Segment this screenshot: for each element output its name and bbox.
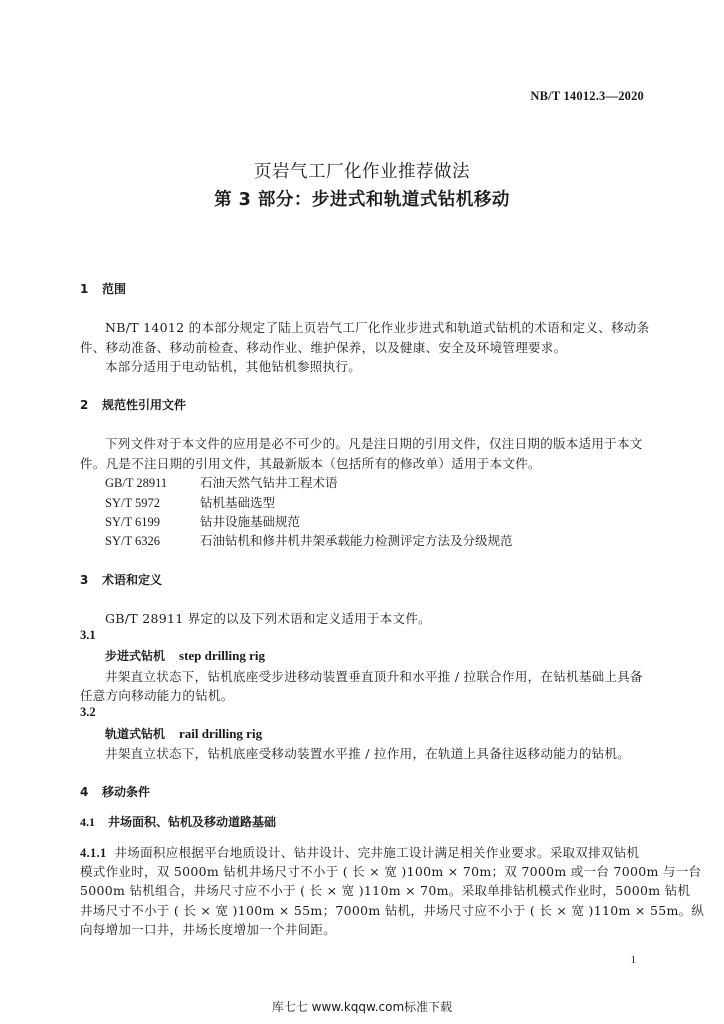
- section-number: 4: [80, 785, 89, 799]
- section-title: 规范性引用文件: [102, 398, 187, 412]
- reference-item: [105, 493, 275, 511]
- paragraph-line: 下列文件对于本文件的应用是必不可少的。凡是注日期的引用文件，仅注日期的版本适用于本文: [105, 436, 643, 451]
- term-chinese: 轨道式钻机: [105, 727, 166, 741]
- paragraph-line: 本部分适用于电动钻机，其他钻机参照执行。: [105, 359, 362, 374]
- section-title: 移动条件: [102, 785, 151, 799]
- reference-name: 石油钻机和修井机井架承载能力检测评定方法及分级规范: [200, 533, 513, 548]
- paragraph-line: NB/T 14012 的本部分规定了陆上页岩气工厂化作业步进式和轨道式钻机的术语和定义、移动条: [105, 320, 650, 335]
- reference-item: [105, 512, 300, 530]
- subsection-number: 4.1: [80, 815, 95, 829]
- section-1-heading: [80, 280, 126, 297]
- reference-code: SY/T 6326: [105, 534, 160, 548]
- subsection-title: 井场面积、钻机及移动道路基础: [108, 815, 277, 829]
- paragraph-line: 井架直立状态下，钻机底座受移动装置水平推 / 拉作用，在轨道上具备往返移动能力的钻机。: [105, 746, 631, 761]
- reference-name: 石油天然气钻井工程术语: [200, 475, 338, 490]
- section-number: 2: [80, 398, 89, 412]
- section-number: 3: [80, 573, 89, 587]
- paragraph-line: 向每增加一口井，井场长度增加一个井间距。: [80, 922, 337, 937]
- document-title: 页岩气工厂化作业推荐做法: [254, 162, 470, 182]
- subsection-heading: [80, 813, 276, 830]
- reference-name: 钻机基础选型: [200, 495, 276, 510]
- section-4-heading: [80, 783, 150, 800]
- paragraph-line: 件、移动准备、移动前检查、移动作业、维护保养，以及健康、安全及环境管理要求。: [80, 340, 567, 355]
- paragraph-line: 井架直立状态下，钻机底座受步进移动装置垂直顶升和水平推 / 拉联合作用，在钻机基础上具备: [105, 669, 643, 684]
- paragraph-line: 任意方向移动能力的钻机。: [80, 688, 234, 703]
- reference-code: SY/T 6199: [105, 515, 160, 529]
- page-number: 1: [630, 954, 636, 966]
- document-code: NB/T 14012.3—2020: [530, 89, 644, 103]
- reference-code: GB/T 28911: [105, 476, 168, 490]
- reference-name: 钻井设施基础规范: [200, 514, 301, 529]
- reference-code: SY/T 5972: [105, 496, 160, 510]
- paragraph-number: 4.1.1: [80, 846, 107, 860]
- paragraph-text: 井场面积应根据平台地质设计、钻井设计、完井施工设计满足相关作业要求。采取双排双钻机: [114, 845, 640, 860]
- paragraph-line: 井场尺寸不小于 ( 长 × 宽 )100m × 55m；7000m 钻机，井场尺寸应不小于 ( 长 × 宽 )110m × 55m。纵: [80, 903, 705, 918]
- footer-watermark: 库七七 www.kqqw.com标准下载: [271, 1000, 453, 1014]
- term-number: 3.1: [80, 628, 96, 642]
- document-subtitle: 第 3 部分：步进式和轨道式钻机移动: [214, 190, 510, 210]
- section-2-heading: [80, 396, 186, 413]
- term-entry: [105, 647, 265, 664]
- reference-item: [105, 473, 338, 491]
- term-number: 3.2: [80, 705, 96, 719]
- section-number: 1: [80, 282, 89, 296]
- term-chinese: 步进式钻机: [105, 649, 166, 663]
- section-3-heading: [80, 571, 162, 588]
- section-title: 术语和定义: [102, 573, 163, 587]
- paragraph-line: [80, 843, 639, 861]
- term-english: rail drilling rig: [179, 726, 263, 741]
- paragraph-line: 模式作业时，双 5000m 钻机井场尺寸不小于 ( 长 × 宽 )100m × 70m；双 7000m 或一台 7000m 与一台: [80, 864, 702, 879]
- paragraph-line: GB/T 28911 界定的以及下列术语和定义适用于本文件。: [105, 611, 431, 626]
- term-entry: [105, 725, 262, 742]
- reference-item: [105, 531, 513, 549]
- paragraph-line: 5000m 钻机组合，井场尺寸应不小于 ( 长 × 宽 )110m × 70m。采取单排钻机模式作业时，5000m 钻机: [80, 883, 691, 898]
- paragraph-line: 件。凡是不注日期的引用文件，其最新版本（包括所有的修改单）适用于本文件。: [80, 456, 541, 471]
- term-english: step drilling rig: [179, 648, 265, 663]
- section-title: 范围: [102, 282, 127, 296]
